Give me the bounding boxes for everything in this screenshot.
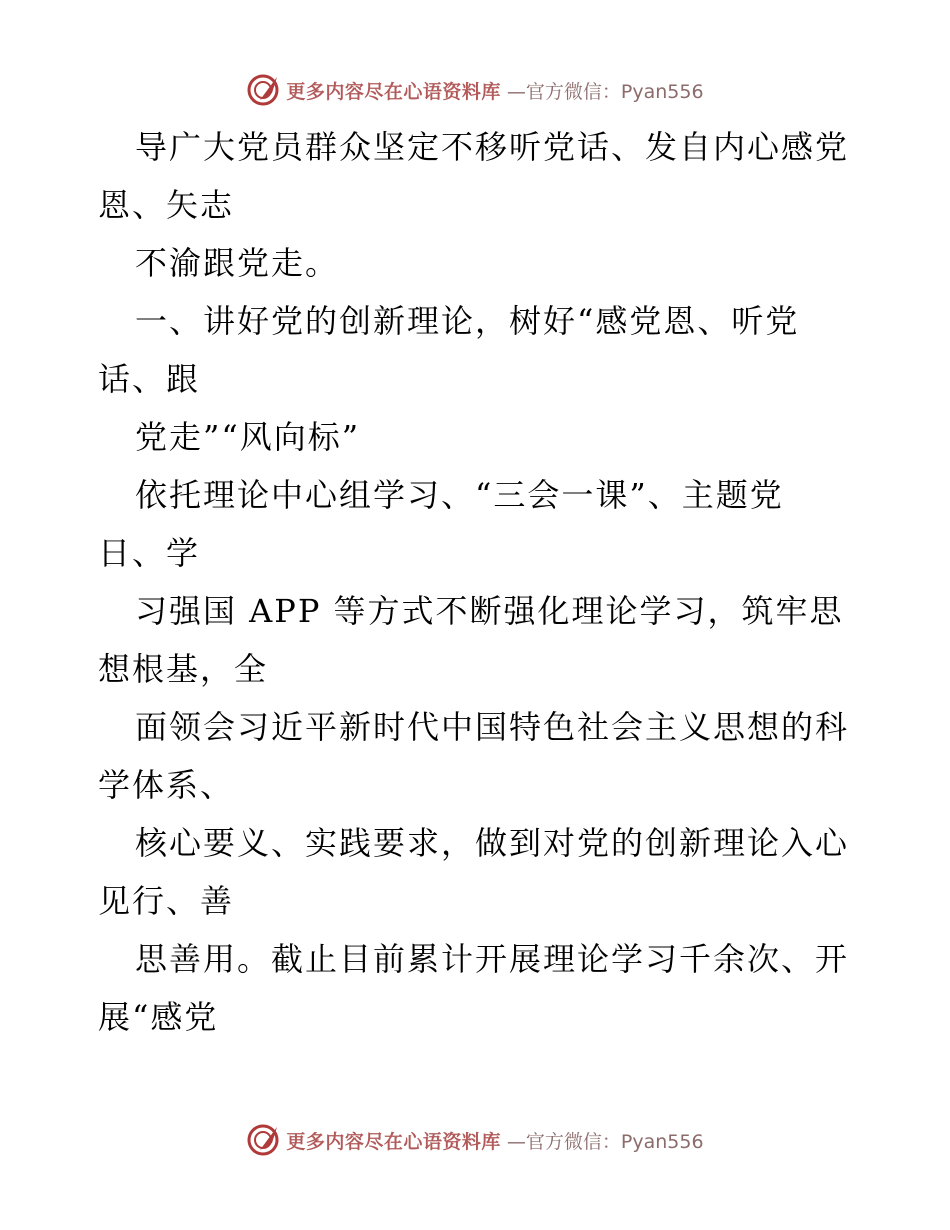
footer-banner [0,1122,950,1158]
body-line: 话、跟 [98,360,201,398]
document-body [98,118,878,1046]
body-line: 见行、善 [98,882,235,920]
body-line: 习强国 APP 等方式不断强化理论学习，筑牢思 [135,592,844,630]
body-line: 依托理论中心组学习、“三会一课”、主题党 [135,476,784,514]
footer-banner-wechat: —官方微信：Pyan556 [506,1130,704,1153]
quill-seal-icon [246,73,280,107]
body-line: 不渝跟党走。 [135,244,340,282]
body-line: 想根基，全 [98,650,269,688]
footer-banner-title: 更多内容尽在心语资料库 [286,1130,501,1153]
body-line: 面领会习近平新时代中国特色社会主义思想的科 [135,708,850,746]
body-line: 一、讲好党的创新理论，树好“感党恩、听党 [135,302,800,340]
header-banner-wechat: —官方微信：Pyan556 [506,80,704,103]
body-line: 展“感党 [98,998,219,1036]
body-line: 导广大党员群众坚定不移听党话、发自内心感党 [135,128,850,166]
body-line: 日、学 [98,534,201,572]
body-line: 思善用。截止目前累计开展理论学习千余次、开 [135,940,850,978]
body-line: 学体系、 [98,766,235,804]
body-line: 党走”“风向标” [135,418,361,456]
quill-seal-icon [246,1123,280,1157]
body-line: 恩、矢志 [98,186,235,224]
body-line: 核心要义、实践要求，做到对党的创新理论入心 [135,824,850,862]
header-banner [0,72,950,108]
header-banner-title: 更多内容尽在心语资料库 [286,80,501,103]
